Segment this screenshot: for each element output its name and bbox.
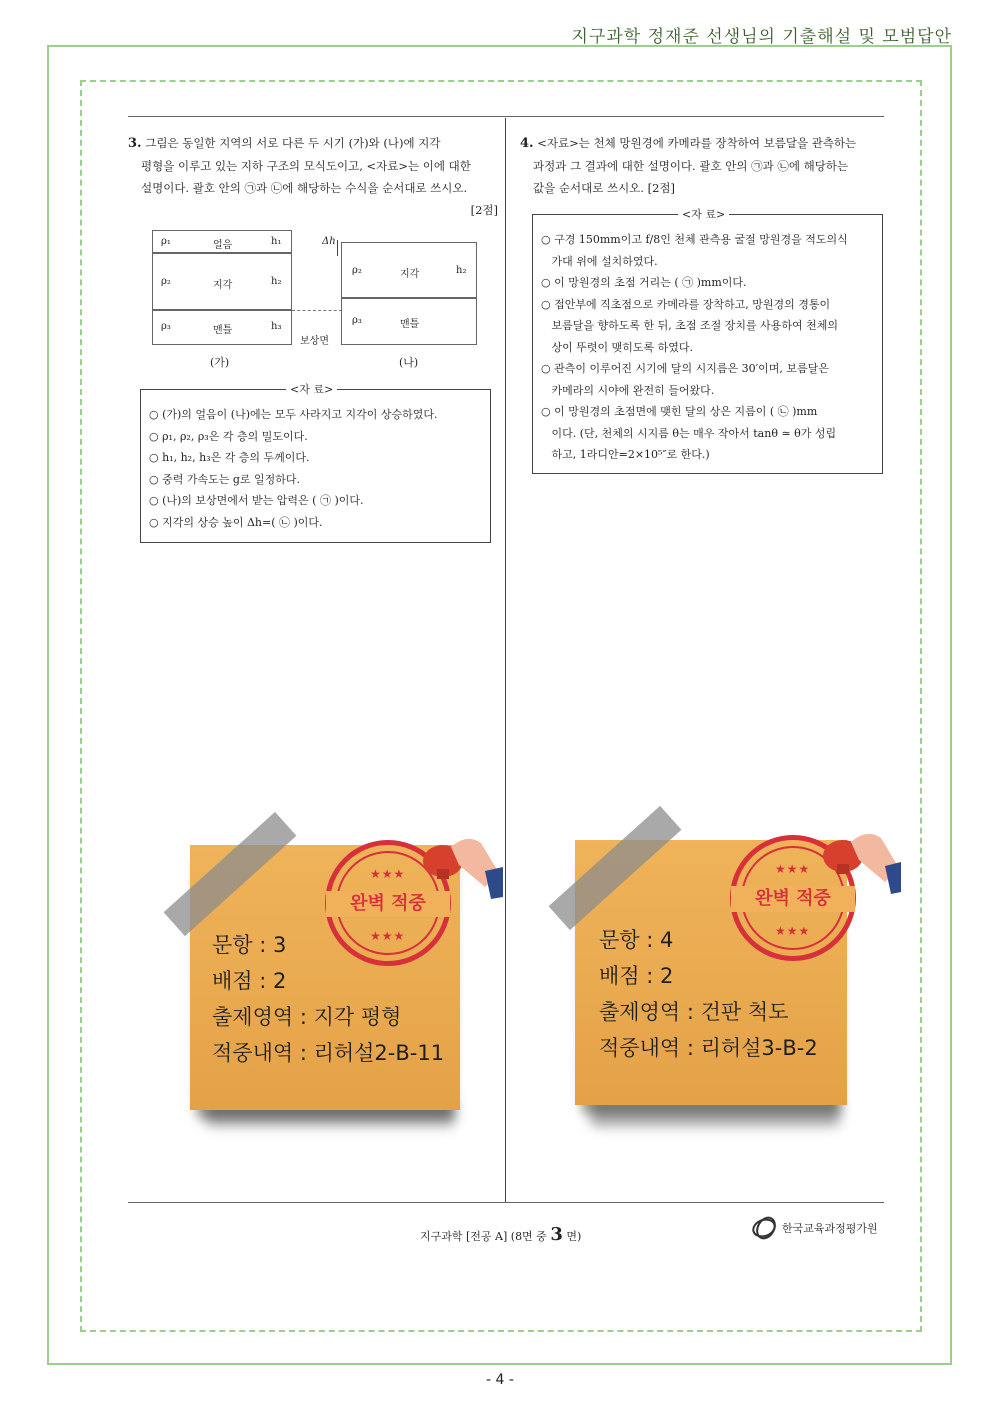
org-name: 한국교육과정평가원 (782, 1222, 878, 1235)
data-item: 하고, 1라디안=2×10⁵″로 한다.) (541, 448, 710, 461)
stamp-stars: ★★★ (370, 867, 406, 881)
data-item: 이다. (단, 천체의 시지름 θ는 매우 작아서 tanθ ≃ θ가 성립 (541, 426, 837, 440)
stamp-stars: ★★★ (370, 929, 406, 943)
rho-label: ρ₃ (161, 321, 171, 332)
footer-page-info (420, 1224, 581, 1245)
question-3 (128, 132, 498, 221)
layer-label: 지각 (213, 280, 233, 291)
note-line: 배점 : 2 (212, 969, 287, 993)
question-text-line: 평형을 이루고 있는 지하 구조의 모식도이고, <자료>는 이에 대한 (141, 159, 471, 173)
rho-label: ρ₃ (352, 315, 362, 326)
hand-stamp-icon (815, 820, 905, 900)
thickness-label: h₂ (271, 276, 282, 287)
diagram-na (341, 242, 477, 345)
data-item: 상이 뚜렷이 맺히도록 하였다. (541, 340, 693, 354)
data-item: ○ ρ₁, ρ₂, ρ₃은 각 층의 밀도이다. (149, 429, 308, 443)
data-item: ○ h₁, h₂, h₃은 각 층의 두께이다. (149, 451, 310, 464)
layer-label: 지각 (400, 269, 420, 280)
compensation-line (292, 310, 342, 311)
mantle-layer (341, 298, 477, 345)
note-line: 문항 : 3 (212, 933, 287, 957)
diagram-label-na: (나) (399, 356, 419, 369)
question-text-line: 설명이다. 괄호 안의 ㉠과 ㉡에 해당하는 수식을 순서대로 쓰시오. (141, 181, 468, 195)
column-divider (505, 118, 506, 1203)
data-item: ○ (나)의 보상면에서 받는 압력은 ( ㉠ )이다. (149, 494, 364, 507)
note-line: 출제영역 : 지각 평형 (212, 1005, 402, 1029)
rho-label: ρ₂ (352, 265, 362, 276)
stamp-text: 완벽 적중 (326, 891, 450, 917)
layer-label: 얼음 (213, 240, 233, 251)
compensation-surface-label: 보상면 (300, 336, 329, 347)
crust-layer (341, 242, 477, 298)
thickness-label: h₃ (271, 321, 282, 332)
question-4 (520, 132, 885, 199)
data-item: 보름달을 향하도록 한 뒤, 초점 조절 장치를 사용하여 천체의 (541, 319, 838, 332)
crust-layer (152, 253, 292, 310)
mantle-layer (152, 310, 292, 345)
question-number: 3. (128, 136, 142, 151)
note-line: 출제영역 : 건판 척도 (599, 1000, 789, 1024)
question-text-line: 값을 순서대로 쓰시오. [2점] (533, 181, 676, 195)
question-text-line: <자료>는 천체 망원경에 카메라를 장착하여 보름달을 관측하는 (537, 136, 857, 150)
data-item: ○ 접안부에 직초점으로 카메라를 장착하고, 망원경의 경통이 (541, 297, 831, 311)
question-text-line: 그림은 동일한 지역의 서로 다른 두 시기 (가)와 (나)에 지각 (145, 136, 441, 150)
hand-stamp-icon (415, 825, 505, 905)
footer-page-suffix: 면) (566, 1230, 582, 1243)
stamp-stars: ★★★ (775, 862, 811, 876)
top-rule (128, 116, 884, 117)
rho-label: ρ₁ (161, 236, 171, 247)
footer-page: 3 (550, 1224, 563, 1245)
box-title: <자 료> (286, 381, 337, 397)
header-title: 지구과학 정재준 선생님의 기출해설 및 모범답안 (571, 27, 952, 47)
thickness-label: h₂ (456, 265, 467, 276)
stamp-text: 완벽 적중 (731, 886, 855, 912)
note-line: 적중내역 : 리허설2-B-11 (212, 1041, 445, 1065)
ice-layer (152, 230, 292, 253)
data-item: ○ 중력 가속도는 g로 일정하다. (149, 472, 301, 486)
delta-h-label: Δh (322, 236, 336, 247)
data-item: 카메라의 시야에 완전히 들어왔다. (541, 383, 715, 397)
footer-org (750, 1215, 878, 1241)
box-title: <자 료> (678, 206, 729, 222)
layer-label: 맨틀 (213, 325, 233, 336)
data-item: ○ 이 망원경의 초점 거리는 ( ㉠ )mm이다. (541, 276, 747, 289)
q3-data-box (140, 383, 491, 543)
footer-subject: 지구과학 [전공 A] (8면 중 (420, 1230, 547, 1243)
thickness-label: h₁ (271, 236, 282, 247)
data-item: ○ (가)의 얼음이 (나)에는 모두 사라지고 지각이 상승하였다. (149, 408, 438, 421)
q4-data-box (532, 208, 883, 474)
data-item: ○ 지각의 상승 높이 Δh=( ㉡ )이다. (149, 515, 323, 529)
diagram-label-ga: (가) (210, 356, 230, 369)
data-item: ○ 관측이 이루어진 시기에 달의 시지름은 30′이며, 보름달은 (541, 362, 829, 375)
question-text-line: 과정과 그 결과에 대한 설명이다. 괄호 안의 ㉠과 ㉡에 해당하는 (533, 159, 849, 173)
stamp-stars: ★★★ (775, 924, 811, 938)
page-number: - 4 - (486, 1372, 514, 1388)
points: [2점] (470, 203, 498, 217)
note-line: 문항 : 4 (599, 928, 674, 952)
data-items (149, 404, 487, 533)
diagram-ga (152, 230, 292, 345)
data-item: ○ 구경 150mm이고 f/8인 천체 관측용 굴절 망원경을 적도의식 (541, 233, 848, 246)
delta-h-arrow (337, 240, 338, 256)
note-line: 적중내역 : 리허설3-B-2 (599, 1036, 818, 1060)
data-items (541, 229, 881, 466)
rho-label: ρ₂ (161, 276, 171, 287)
data-item: ○ 이 망원경의 초점면에 맺힌 달의 상은 지름이 ( ㉡ )mm (541, 405, 818, 418)
bottom-rule (128, 1202, 884, 1203)
note-line: 배점 : 2 (599, 964, 674, 988)
question-number: 4. (520, 136, 534, 151)
org-logo-icon (750, 1215, 780, 1241)
layer-label: 맨틀 (400, 319, 420, 330)
data-item: 가대 위에 설치하였다. (541, 254, 658, 268)
